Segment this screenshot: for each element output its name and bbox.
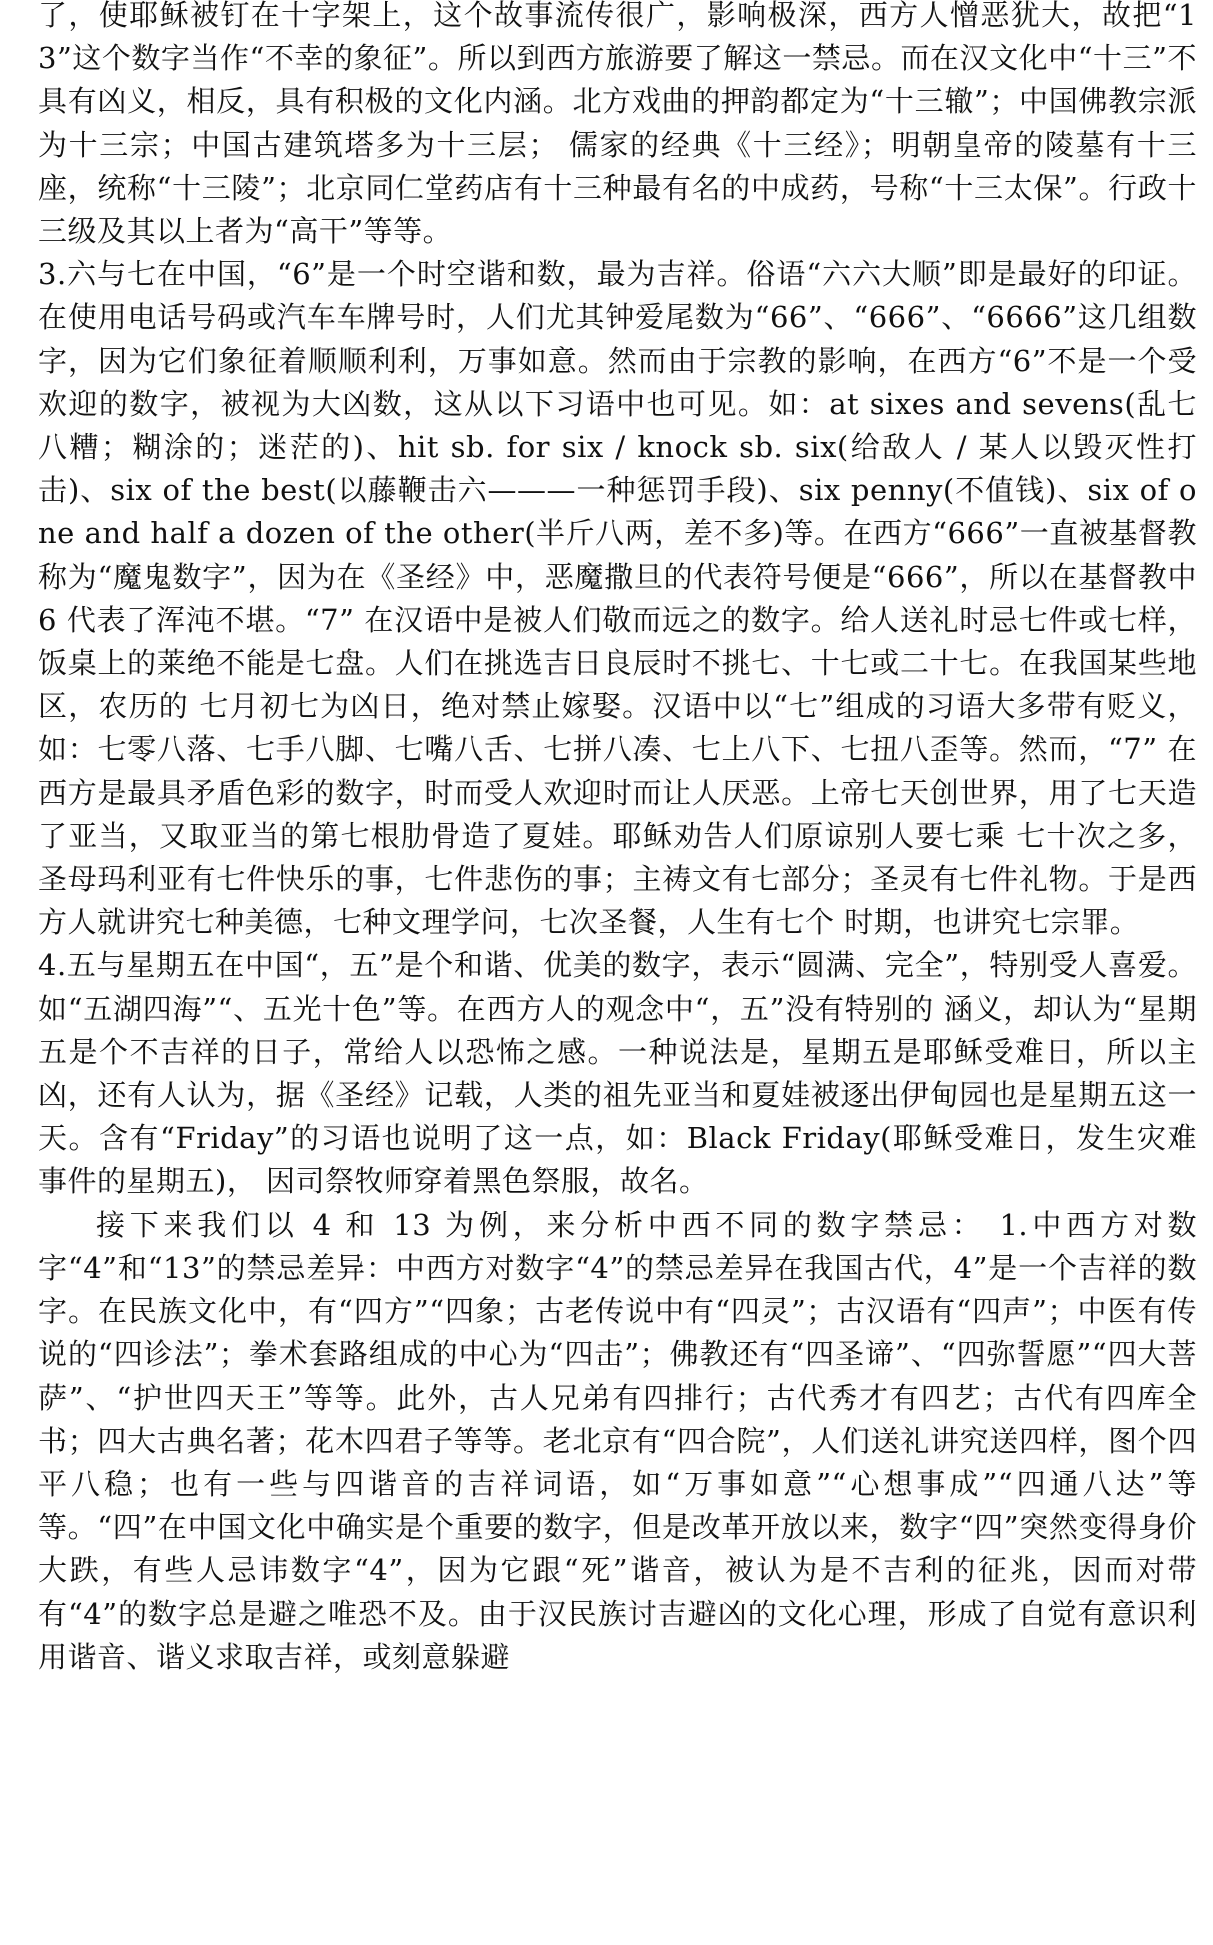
paragraph-six-and-seven: 3.六与七在中国，“6”是一个时空谐和数，最为吉祥。俗语“六六大顺”即是最好的印证。在使用电话号码或汽车车牌号时，人们尤其钟爱尾数为“66”、“666”、“6666”这几组数字，因为它们象征着顺顺利利，万事如意。然而由于宗教的影响，在西方“6”不是一个受欢迎的数字，被视为大凶数，这从以下习语中也可见。如：at sixes and sevens(乱七八糟；糊涂的；迷茫的)、hit sb. for six / knock sb. six(给敌人 / 某人以毁灭性打击)、six of the best(以藤鞭击六———一种惩罚手段)、six penny(不值钱)、six of one and half a dozen of the other(半斤八两，差不多)等。在西方“666”一直被基督教称为“魔鬼数字”，因为在《圣经》中，恶魔撒旦的代表符号便是“666”，所以在基督教中 6 代表了浑沌不堪。“7” 在汉语中是被人们敬而远之的数字。给人送礼时忌七件或七样，饭桌上的莱绝不能是七盘。人们在挑选吉日良辰时不挑七、十七或二十七。在我国某些地区，农历的 七月初七为凶日，绝对禁止嫁娶。汉语中以“七”组成的习语大多带有贬义，如：七零八落、七手八脚、七嘴八舌、七拼八凑、七上八下、七扭八歪等。然而，“7” 在西方是最具矛盾色彩的数字，时而受人欢迎时而让人厌恶。上帝七天创世界，用了七天造了亚当，又取亚当的第七根肋骨造了夏娃。耶稣劝告人们原谅别人要七乘 七十次之多，圣母玛利亚有七件快乐的事，七件悲伤的事；主祷文有七部分；圣灵有七件礼物。于是西方人就讲究七种美德，七种文理学问，七次圣餐，人生有七个 时期，也讲究七宗罪。 [38,257,1197,940]
paragraph-thirteen-taboo: 了，使耶稣被钉在十字架上，这个故事流传很广，影响极深，西方人憎恶犹大，故把“13”这个数字当作“不幸的象征”。所以到西方旅游要了解这一禁忌。而在汉文化中“十三”不具有凶义，相反，具有积极的文化内涵。北方戏曲的押韵都定为“十三辙”；中国佛教宗派为十三宗；中国古建筑塔多为十三层； 儒家的经典《十三经》；明朝皇帝的陵墓有十三座，统称“十三陵”；北京同仁堂药店有十三种最有名的中成药，号称“十三太保”。行政十三级及其以上者为“高干”等等。 [38,0,1197,249]
paragraph-five-and-friday: 4.五与星期五在中国“，五”是个和谐、优美的数字，表示“圆满、完全”，特别受人喜爱。如“五湖四海”“、五光十色”等。在西方人的观念中“，五”没有特别的 涵义，却认为“星期五是个不吉祥的日子，常给人以恐怖之感。一种说法是，星期五是耶稣受难日，所以主凶，还有人认为，据《圣经》记载，人类的祖先亚当和夏娃被逐出伊甸园也是星期五这一天。含有“Friday”的习语也说明了这一点，如：Black Friday(耶稣受难日，发生灾难事件的星期五)， 因司祭牧师穿着黑色祭服，故名。 [38,948,1197,1199]
paragraph-four-and-thirteen: 接下来我们以 4 和 13 为例，来分析中西不同的数字禁忌： 1.中西方对数字“4”和“13”的禁忌差异：中西方对数字“4”的禁忌差异在我国古代，4”是一个吉祥的数字。在民族文化中，有“四方”“四象；古老传说中有“四灵”；古汉语有“四声”；中医有传说的“四诊法”；拳术套路组成的中心为“四击”；佛教还有“四圣谛”、“四弥誓愿”“四大菩萨”、“护世四天王”等等。此外，古人兄弟有四排行；古代秀才有四艺；古代有四库全书；四大古典名著；花木四君子等等。老北京有“四合院”，人们送礼讲究送四样，图个四平八稳；也有一些与四谐音的吉祥词语，如“万事如意”“心想事成”“四通八达”等等。“四”在中国文化中确实是个重要的数字，但是改革开放以来，数字“四”突然变得身价大跌，有些人忌讳数字“4”，因为它跟“死”谐音，被认为是不吉利的征兆，因而对带有“4”的数字总是避之唯恐不及。由于汉民族讨吉避凶的文化心理，形成了自觉有意识利用谐音、谐义求取吉祥，或刻意躲避 [38,1207,1197,1674]
